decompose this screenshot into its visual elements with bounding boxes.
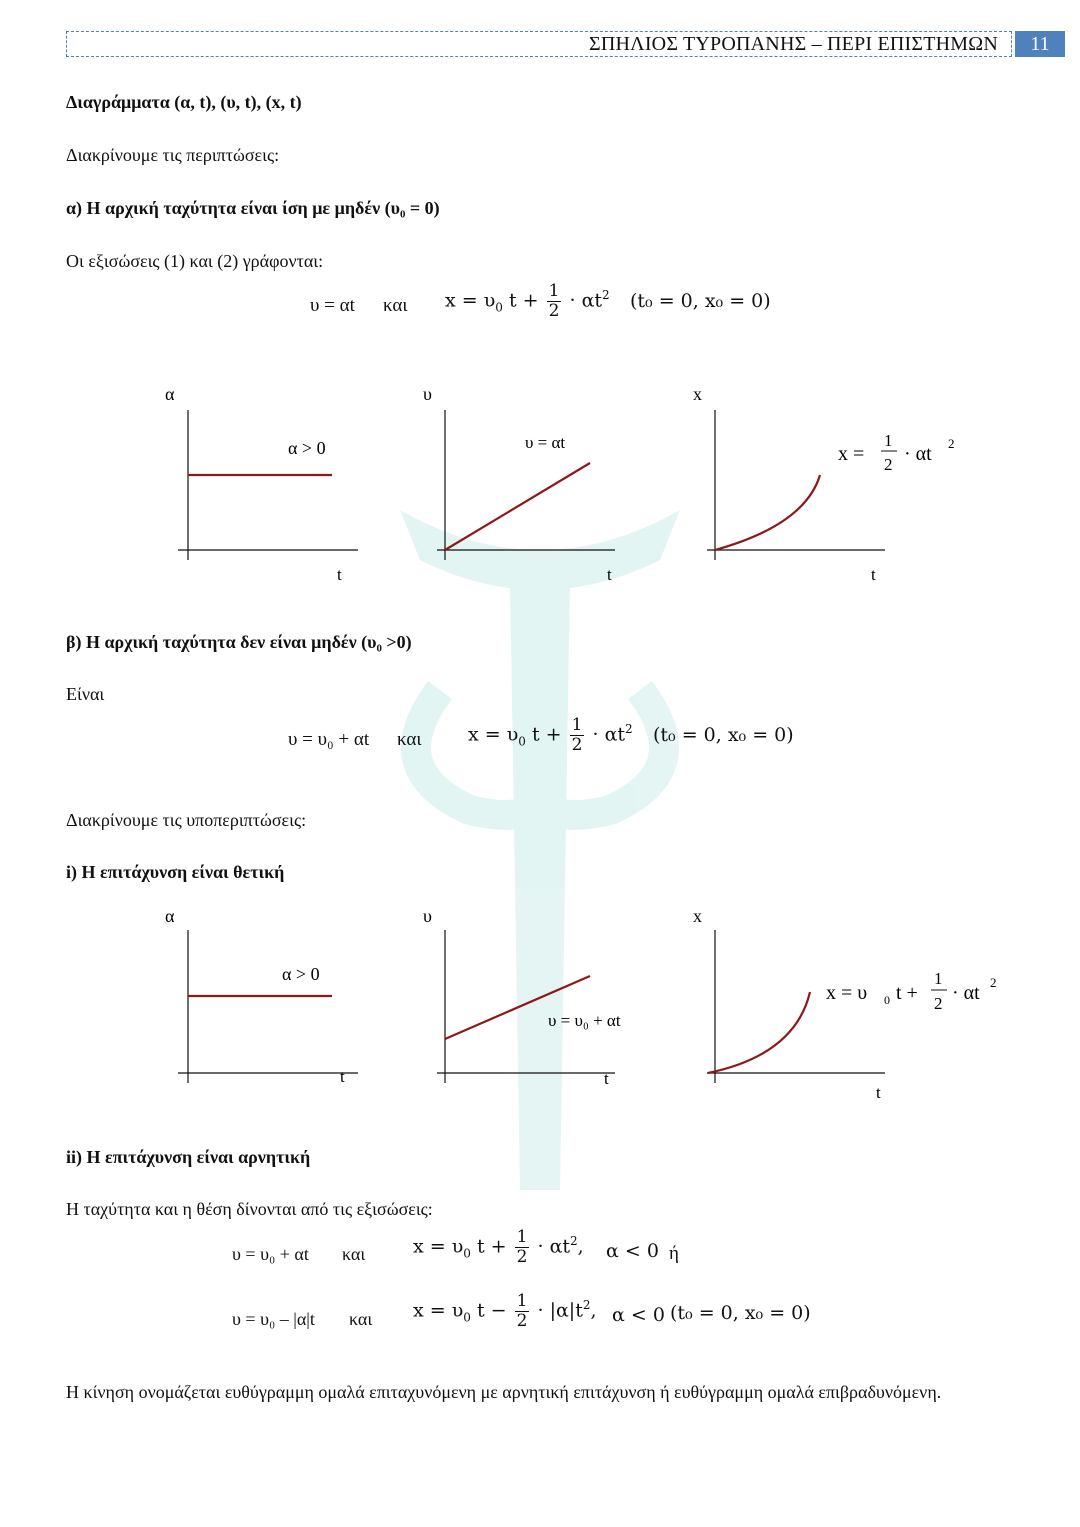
row2-cond2: (t₀ = 0, x₀ = 0) — [670, 1302, 811, 1324]
y-label: υ — [423, 906, 432, 926]
fraction-half: $\frac{1}{2}$ — [516, 1291, 528, 1331]
curve-label-right: · αt — [952, 982, 980, 1004]
fraction-half: $\frac{1}{2}$ — [548, 281, 560, 321]
row2-cond: α < 0 — [612, 1304, 665, 1326]
row2-and: και — [349, 1309, 373, 1329]
fraction-half: $\frac{1}{2}$ — [571, 715, 583, 755]
section-heading: Διαγράμματα (α, t), (υ, t), (x, t) — [66, 92, 302, 112]
curve-label-frac-den: 2 — [884, 455, 893, 474]
case-b-heading: β) Η αρχική ταχύτητα δεν είναι μηδέν (υ₀ >0) — [66, 632, 412, 652]
curve-label-sup: 2 — [948, 436, 955, 451]
header-title: ΣΠΗΛΙΟΣ ΤΥΡΟΠΑΝΗΣ – ΠΕΡΙ ΕΠΙΣΤΗΜΩΝ — [588, 33, 998, 55]
case-b-ii-intro: Η ταχύτητα και η θέση δίνονται από τις εξισώσεις: — [66, 1199, 433, 1219]
conclusion-paragraph: Η κίνηση ονομάζεται ευθύγραμμη ομαλά επιταχυνόμενη με αρνητική επιτάχυνση ή ευθύγραμμη ομαλά επιβραδυνόμενη. — [66, 1382, 942, 1402]
section-intro: Διακρίνουμε τις περιπτώσεις: — [66, 145, 280, 165]
curve-label-sup: 2 — [990, 975, 997, 990]
curve-parabola-x — [708, 992, 810, 1073]
curve-label-mid: t + — [896, 982, 918, 1004]
x-label: t — [337, 565, 342, 584]
case-a-eq-x: $x = \upsilon_0$ t + $\frac{1}{2}$ · $\alpha t^2$ — [445, 281, 610, 321]
case-a-heading: α) Η αρχική ταχύτητα είναι ίση με μηδέν (υ₀ = 0) — [66, 198, 440, 218]
x-label: t — [340, 1067, 345, 1086]
row2-eq-v: υ = υ₀ – |α|t — [232, 1309, 315, 1329]
case-b-eq-x: $x = \upsilon_0$ t + $\frac{1}{2}$ · $\alpha t^2$ — [468, 715, 633, 755]
graph-a-t-1 — [165, 384, 358, 584]
case-a-intro: Οι εξισώσεις (1) και (2) γράφονται: — [66, 251, 324, 271]
curve-label: α > 0 — [288, 438, 326, 458]
row2-eq-x: $x = \upsilon_0$ t − $\frac{1}{2}$ · $|\alpha|t^2$, — [413, 1291, 597, 1331]
curve-label-frac-den: 2 — [934, 994, 943, 1013]
case-a-eq-v: υ = αt — [310, 295, 355, 316]
case-b-eq-v: υ = υ₀ + αt — [288, 729, 370, 750]
curve-label-frac-num: 1 — [934, 969, 943, 988]
curve-label-left: x = — [838, 443, 865, 465]
y-label: α — [165, 384, 175, 404]
case-b-sub-intro: Διακρίνουμε τις υποπεριπτώσεις: — [66, 810, 307, 830]
row1-or: ή — [669, 1243, 679, 1264]
case-b-i-heading: i) Η επιτάχυνση είναι θετική — [66, 862, 285, 882]
case-b-intro: Είναι — [66, 684, 105, 704]
row1-eq-x: $x = \upsilon_0$ t + $\frac{1}{2}$ · $\alpha t^2$, — [413, 1227, 584, 1267]
curve-label: α > 0 — [282, 964, 320, 984]
graph-v-t-1 — [423, 384, 615, 584]
graphs-case-b-i — [140, 900, 1020, 1110]
curve-label: υ = αt — [525, 433, 566, 452]
y-label: x — [693, 906, 702, 926]
x-label: t — [876, 1083, 881, 1102]
y-label: υ — [423, 384, 432, 404]
y-label: α — [165, 906, 175, 926]
graph-a-t-2 — [165, 906, 358, 1086]
graphs-case-a — [140, 380, 955, 590]
graph-x-t-2 — [693, 906, 997, 1102]
row1-eq-v: υ = υ₀ + αt — [232, 1244, 309, 1264]
curve-linear-v — [445, 463, 590, 550]
graph-x-t-1 — [693, 384, 955, 584]
y-label: x — [693, 384, 702, 404]
x-label: t — [871, 565, 876, 584]
curve-label-left: x = υ — [826, 982, 868, 1004]
curve-label-frac-num: 1 — [884, 431, 893, 450]
case-a-cond: (t₀ = 0, x₀ = 0) — [630, 290, 771, 312]
curve-parabola-x — [715, 475, 820, 550]
curve-label: υ = υ₀ + αt — [548, 1011, 621, 1030]
fraction-half: $\frac{1}{2}$ — [516, 1227, 528, 1267]
row1-cond: α < 0 — [606, 1240, 659, 1262]
page-number: 11 — [1015, 31, 1065, 57]
row1-and: και — [342, 1244, 366, 1264]
graph-v-t-2 — [423, 906, 621, 1088]
curve-label-sub: 0 — [884, 993, 890, 1007]
case-b-and: και — [397, 729, 422, 750]
case-a-and: και — [383, 295, 408, 316]
x-label: t — [607, 565, 612, 584]
curve-label-right: · αt — [904, 443, 932, 465]
x-label: t — [604, 1069, 609, 1088]
case-b-ii-heading: ii) Η επιτάχυνση είναι αρνητική — [66, 1147, 311, 1167]
case-b-cond: (t₀ = 0, x₀ = 0) — [653, 724, 794, 746]
